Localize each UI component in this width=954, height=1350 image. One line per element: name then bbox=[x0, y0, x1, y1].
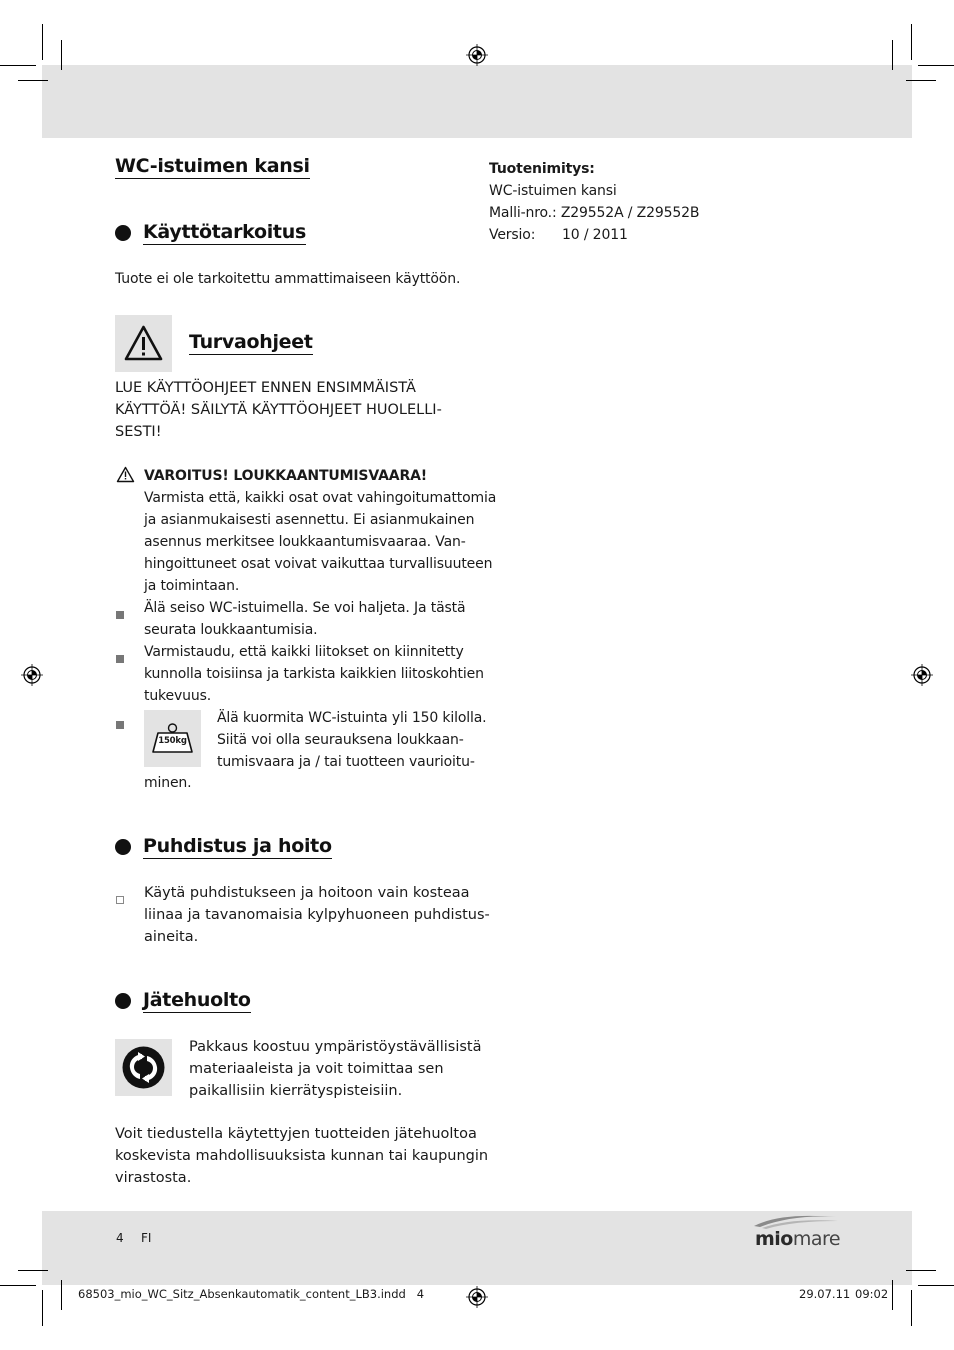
list-item bbox=[144, 641, 484, 707]
crop-mark bbox=[0, 1285, 36, 1286]
text-line: kunnolla toisiinsa ja tarkista kaikkien liitoskohtien bbox=[144, 666, 484, 682]
list-bullet-hollow bbox=[116, 896, 124, 904]
list-bullet bbox=[116, 721, 124, 729]
heading-bullet bbox=[115, 839, 131, 855]
text-line: Varmistaudu, että kaikki liitokset on kiinnitetty bbox=[144, 644, 464, 660]
text-line: paikallisiin kierrätyspisteisiin. bbox=[189, 1083, 403, 1099]
slug-filename: 68503_mio_WC_Sitz_Absenkautomatik_content_LB3.indd 4 bbox=[78, 1287, 425, 1301]
warning-block bbox=[144, 465, 496, 597]
product-model: Malli-nro.: Z29552A / Z29552B bbox=[489, 205, 700, 221]
text-line: materiaaleista ja voit toimittaa sen bbox=[189, 1061, 444, 1077]
registration-mark-icon bbox=[466, 1286, 488, 1308]
crop-mark bbox=[61, 40, 62, 70]
text-line: minen. bbox=[144, 775, 192, 791]
crop-mark bbox=[911, 24, 912, 60]
crop-mark bbox=[42, 24, 43, 60]
registration-mark-icon bbox=[911, 664, 933, 686]
recycle-box bbox=[115, 1039, 172, 1096]
version-value: 10 / 2011 bbox=[562, 227, 628, 243]
text-line: Älä kuormita WC-istuinta yli 150 kilolla. bbox=[217, 710, 487, 726]
crop-mark bbox=[42, 1290, 43, 1326]
crop-mark bbox=[892, 40, 893, 70]
header-band bbox=[42, 65, 912, 138]
text-line: Voit tiedustella käytettyjen tuotteiden jätehuoltoa bbox=[115, 1126, 477, 1142]
text-line: ja asianmukaisesti asennettu. Ei asianmukainen bbox=[144, 512, 475, 528]
recycle-text bbox=[189, 1036, 481, 1102]
text-line: hingoittuneet osat voivat vaikuttaa turvallisuuteen bbox=[144, 556, 493, 572]
crop-mark bbox=[0, 65, 36, 66]
disposal-text bbox=[115, 1123, 488, 1189]
text-line: koskevista mahdollisuuksista kunnan tai kaupungin bbox=[115, 1148, 489, 1164]
crop-mark bbox=[18, 80, 48, 81]
green-dot-recycle-icon bbox=[115, 1039, 172, 1096]
section-heading-cleaning: Puhdistus ja hoito bbox=[143, 835, 332, 857]
text-line: KÄYTTÖÄ! SÄILYTÄ KÄYTTÖOHJEET HUOLELLI- bbox=[115, 402, 442, 418]
product-version bbox=[489, 224, 699, 246]
slug-date: 29.07.11 bbox=[799, 1287, 851, 1301]
text-line: LUE KÄYTTÖOHJEET ENNEN ENSIMMÄISTÄ bbox=[115, 380, 416, 396]
text-line: aineita. bbox=[144, 929, 199, 945]
text-line: virastosta. bbox=[115, 1170, 192, 1186]
product-info bbox=[489, 158, 699, 246]
page-number: 4 bbox=[116, 1231, 124, 1245]
text-line: SESTI! bbox=[115, 424, 162, 440]
crop-mark bbox=[918, 65, 954, 66]
text-line: tukevuus. bbox=[144, 688, 212, 704]
logo-text-bold: mio bbox=[755, 1228, 793, 1250]
text-line: ja toimintaan. bbox=[144, 578, 240, 594]
heading-bullet bbox=[115, 225, 131, 241]
list-item bbox=[217, 707, 486, 773]
version-label: Versio: bbox=[489, 227, 536, 243]
language-code: FI bbox=[141, 1231, 152, 1245]
list-bullet bbox=[116, 611, 124, 619]
weight-label: 150kg bbox=[158, 736, 187, 746]
list-bullet bbox=[116, 655, 124, 663]
registration-mark-icon bbox=[466, 44, 488, 66]
logo-text-light: mare bbox=[792, 1228, 841, 1250]
safety-intro bbox=[115, 377, 442, 443]
usage-text: Tuote ei ole tarkoitettu ammattimaiseen käyttöön. bbox=[115, 271, 461, 287]
page-title: WC-istuimen kansi bbox=[115, 155, 310, 177]
section-heading-usage: Käyttötarkoitus bbox=[143, 221, 306, 243]
text-line: liinaa ja tavanomaisia kylpyhuoneen puhdistus- bbox=[144, 907, 490, 923]
crop-mark bbox=[918, 1285, 954, 1286]
text-line: Pakkaus koostuu ympäristöystävällisistä bbox=[189, 1039, 482, 1055]
section-heading-disposal: Jätehuolto bbox=[143, 989, 251, 1011]
crop-mark bbox=[906, 80, 936, 81]
weight-limit-box bbox=[144, 710, 201, 767]
text-line: Käytä puhdistukseen ja hoitoon vain kosteaa bbox=[144, 885, 470, 901]
cleaning-text bbox=[144, 882, 490, 948]
product-label: Tuotenimitys: bbox=[489, 161, 595, 177]
crop-mark bbox=[18, 1270, 48, 1271]
text-line: asennus merkitsee loukkaantumisvaaraa. Van- bbox=[144, 534, 466, 550]
crop-mark bbox=[61, 1280, 62, 1310]
text-line: seurata loukkaantumisia. bbox=[144, 622, 318, 638]
miomare-logo bbox=[752, 1213, 842, 1253]
crop-mark bbox=[911, 1290, 912, 1326]
warning-box bbox=[115, 315, 172, 372]
warning-small-icon bbox=[116, 466, 135, 483]
text-line: Siitä voi olla seurauksena loukkaan- bbox=[217, 732, 464, 748]
section-heading-safety: Turvaohjeet bbox=[189, 331, 313, 353]
logo-swoosh-icon bbox=[752, 1213, 842, 1229]
text-line: Älä seiso WC-istuimella. Se voi haljeta. Ja tästä bbox=[144, 600, 466, 616]
product-name: WC-istuimen kansi bbox=[489, 183, 617, 199]
crop-mark bbox=[906, 1270, 936, 1271]
warning-triangle-icon bbox=[115, 315, 172, 372]
text-line: Varmista että, kaikki osat ovat vahingoitumattomia bbox=[144, 490, 497, 506]
registration-mark-icon bbox=[21, 664, 43, 686]
heading-bullet bbox=[115, 993, 131, 1009]
slug-time: 09:02 bbox=[855, 1287, 889, 1301]
text-line: tumisvaara ja / tai tuotteen vaurioitu- bbox=[217, 754, 475, 770]
crop-mark bbox=[892, 1280, 893, 1310]
list-item bbox=[144, 597, 465, 641]
warning-title: VAROITUS! LOUKKAANTUMISVAARA! bbox=[144, 468, 427, 484]
